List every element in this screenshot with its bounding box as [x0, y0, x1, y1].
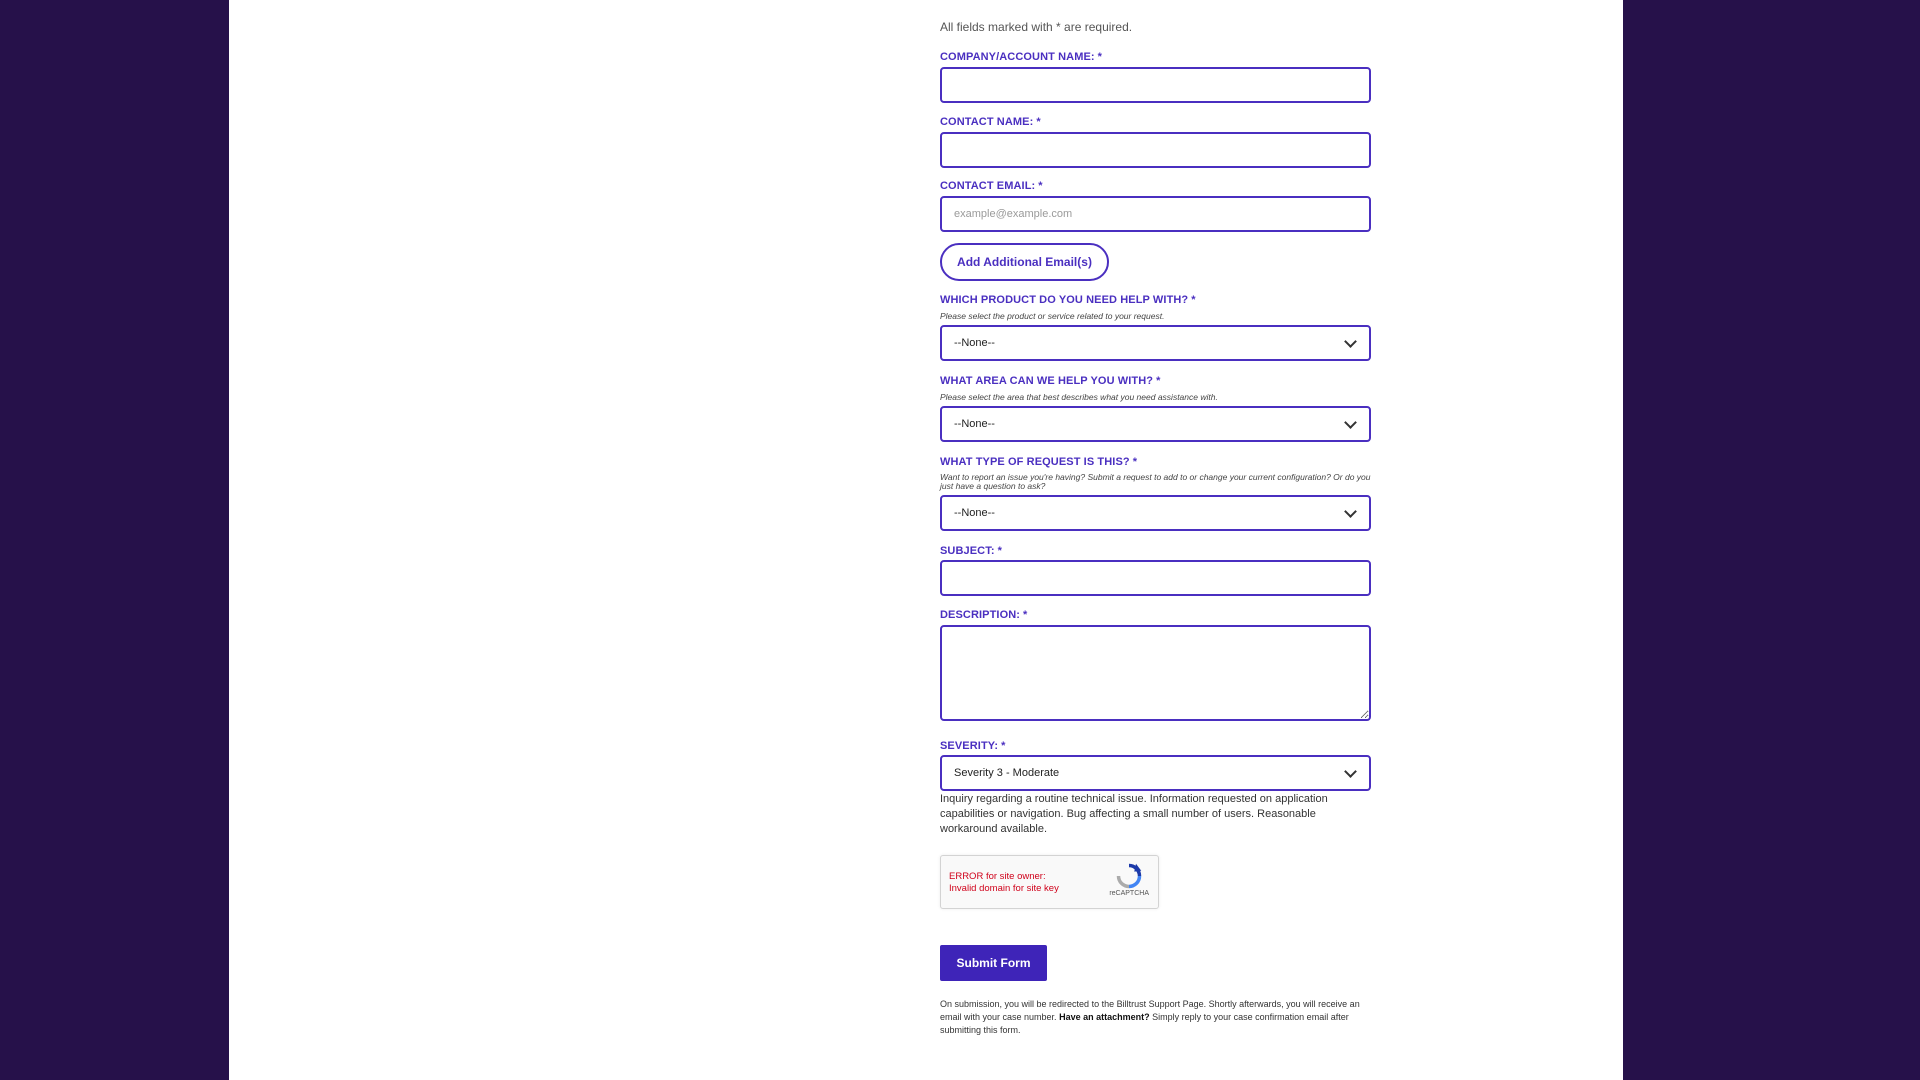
- request-type-label: [940, 456, 1137, 468]
- page-content: [229, 0, 1623, 1080]
- required-marker: *: [1038, 180, 1043, 192]
- chevron-down-icon: [1344, 505, 1357, 518]
- request-type-select[interactable]: [940, 495, 1371, 531]
- chevron-down-icon: [1344, 765, 1357, 778]
- area-label-text: WHAT AREA CAN WE HELP YOU WITH?: [940, 375, 1154, 387]
- recaptcha-brand: reCAPTCHA: [1109, 890, 1149, 897]
- chevron-down-icon: [1344, 416, 1357, 429]
- recaptcha-logo-icon: [1115, 862, 1143, 890]
- recaptcha-error-line2: Invalid domain for site key: [949, 883, 1059, 894]
- footer-text-after: Simply reply to your case confirmation email after submitting this form.: [940, 1012, 1349, 1035]
- product-help-text: Please select the product or service related to your request.: [940, 311, 1165, 321]
- required-marker: *: [997, 545, 1002, 557]
- description-textarea[interactable]: [940, 625, 1371, 721]
- request-type-selected-value: --None--: [954, 507, 995, 519]
- company-label: [940, 51, 1102, 63]
- subject-label: [940, 545, 1002, 557]
- product-select[interactable]: [940, 325, 1371, 361]
- footer-text-before: On submission, you will be redirected to the Billtrust Support Page. Shortly afterwards, you will receive an email with your case number.: [940, 999, 1360, 1022]
- add-additional-email-button[interactable]: Add Additional Email(s): [940, 243, 1109, 281]
- area-label: [940, 375, 1161, 387]
- recaptcha-widget[interactable]: [940, 855, 1159, 909]
- contact-name-label: [940, 116, 1041, 128]
- contact-email-input[interactable]: [940, 196, 1371, 232]
- severity-selected-value: Severity 3 - Moderate: [954, 767, 1060, 779]
- required-marker: *: [1023, 609, 1028, 621]
- request-type-help-text: Want to report an issue you're having? Submit a request to add to or change your current configuration? Or do you just have a question to ask?: [940, 472, 1371, 491]
- area-help-text: Please select the area that best describes what you need assistance with.: [940, 392, 1218, 402]
- severity-label-text: SEVERITY:: [940, 740, 999, 752]
- area-select[interactable]: [940, 406, 1371, 442]
- required-marker: *: [1036, 116, 1041, 128]
- description-label: [940, 609, 1027, 621]
- contact-email-label-text: CONTACT EMAIL:: [940, 180, 1036, 192]
- required-marker: *: [1132, 456, 1138, 468]
- contact-name-label-text: CONTACT NAME:: [940, 116, 1034, 128]
- severity-select[interactable]: [940, 755, 1371, 791]
- submit-form-button[interactable]: Submit Form: [940, 945, 1047, 981]
- chevron-down-icon: [1344, 335, 1357, 348]
- required-marker: *: [1156, 375, 1161, 387]
- recaptcha-error: [949, 871, 1059, 895]
- severity-label: [940, 740, 1006, 752]
- description-label-text: DESCRIPTION:: [940, 609, 1021, 621]
- required-note: All fields marked with * are required.: [940, 20, 1133, 34]
- contact-name-input[interactable]: [940, 132, 1371, 168]
- footer-note: [940, 998, 1371, 1037]
- company-input[interactable]: [940, 67, 1371, 103]
- subject-input[interactable]: [940, 560, 1371, 596]
- subject-label-text: SUBJECT:: [940, 545, 995, 557]
- product-selected-value: --None--: [954, 337, 995, 349]
- required-marker: *: [1191, 294, 1196, 306]
- company-label-text: COMPANY/ACCOUNT NAME:: [940, 51, 1095, 63]
- recaptcha-error-line1: ERROR for site owner:: [949, 871, 1046, 882]
- attachment-question: Have an attachment?: [1059, 1012, 1150, 1022]
- area-selected-value: --None--: [954, 418, 995, 430]
- required-marker: *: [1097, 51, 1103, 63]
- contact-email-label: [940, 180, 1043, 192]
- severity-description: Inquiry regarding a routine technical issue. Information requested on application capabilities or navigation. Bug affecting a small number of users. Reasonable workaround available.: [940, 793, 1328, 835]
- product-label-text: WHICH PRODUCT DO YOU NEED HELP WITH?: [940, 294, 1189, 306]
- required-marker: *: [1001, 740, 1006, 752]
- product-label: [940, 294, 1196, 306]
- request-type-label-text: WHAT TYPE OF REQUEST IS THIS?: [940, 456, 1130, 468]
